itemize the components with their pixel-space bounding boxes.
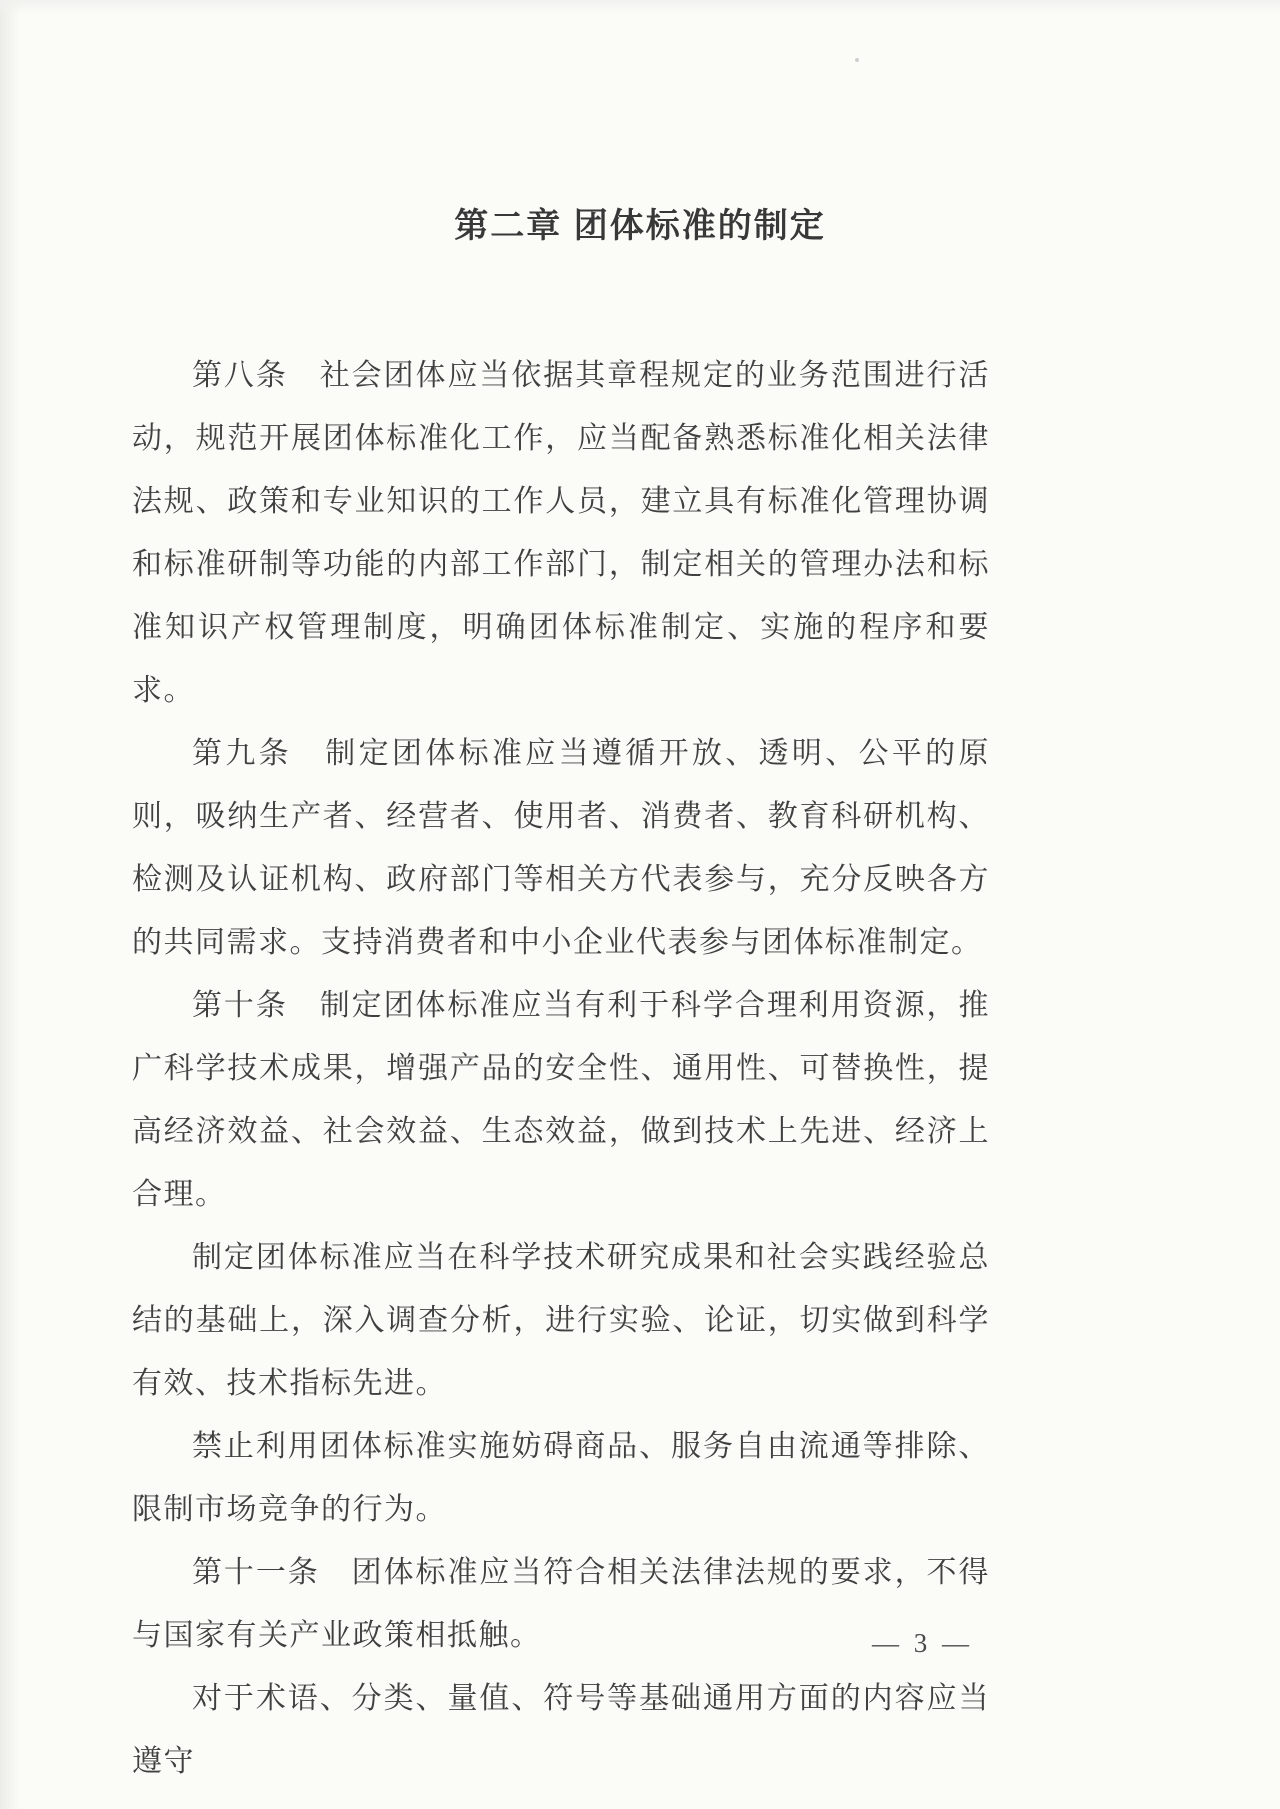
chapter-heading: 第二章 团体标准的制定 (454, 207, 826, 245)
page-number: — 3 — (872, 1628, 973, 1658)
body-paragraph: 第十一条 团体标准应当符合相关法律法规的要求，不得与国家有关产业政策相抵触。 (132, 1556, 990, 1652)
body-paragraph: 第十条 制定团体标准应当有利于科学合理利用资源，推广科学技术成果，增强产品的安全性、通用性、可替换性，提高经济效益、社会效益、生态效益，做到技术上先进、经济上合理。 (132, 989, 990, 1211)
body-paragraph: 第八条 社会团体应当依据其章程规定的业务范围进行活动，规范开展团体标准化工作，应当配备熟悉标准化相关法律法规、政策和专业知识的工作人员，建立具有标准化管理协调和标准研制等功能的内部工作部门，制定相关的管理办法和标准知识产权管理制度，明确团体标准制定、实施的程序和要求。 (132, 359, 990, 707)
body-paragraph: 第九条 制定团体标准应当遵循开放、透明、公平的原则，吸纳生产者、经营者、使用者、消费者、教育科研机构、检测及认证机构、政府部门等相关方代表参与，充分反映各方的共同需求。支持消费者和中小企业代表参与团体标准制定。 (132, 737, 990, 959)
body-paragraph: 对于术语、分类、量值、符号等基础通用方面的内容应当遵守 (132, 1682, 990, 1778)
scan-speck-artifact (855, 58, 859, 62)
document-body (132, 344, 990, 1793)
body-paragraph: 制定团体标准应当在科学技术研究成果和社会实践经验总结的基础上，深入调查分析，进行实验、论证，切实做到科学有效、技术指标先进。 (132, 1241, 990, 1400)
scan-top-shadow (0, 0, 1280, 14)
scan-edge-shadow (0, 0, 20, 1809)
body-paragraph: 禁止利用团体标准实施妨碍商品、服务自由流通等排除、限制市场竞争的行为。 (132, 1430, 990, 1526)
